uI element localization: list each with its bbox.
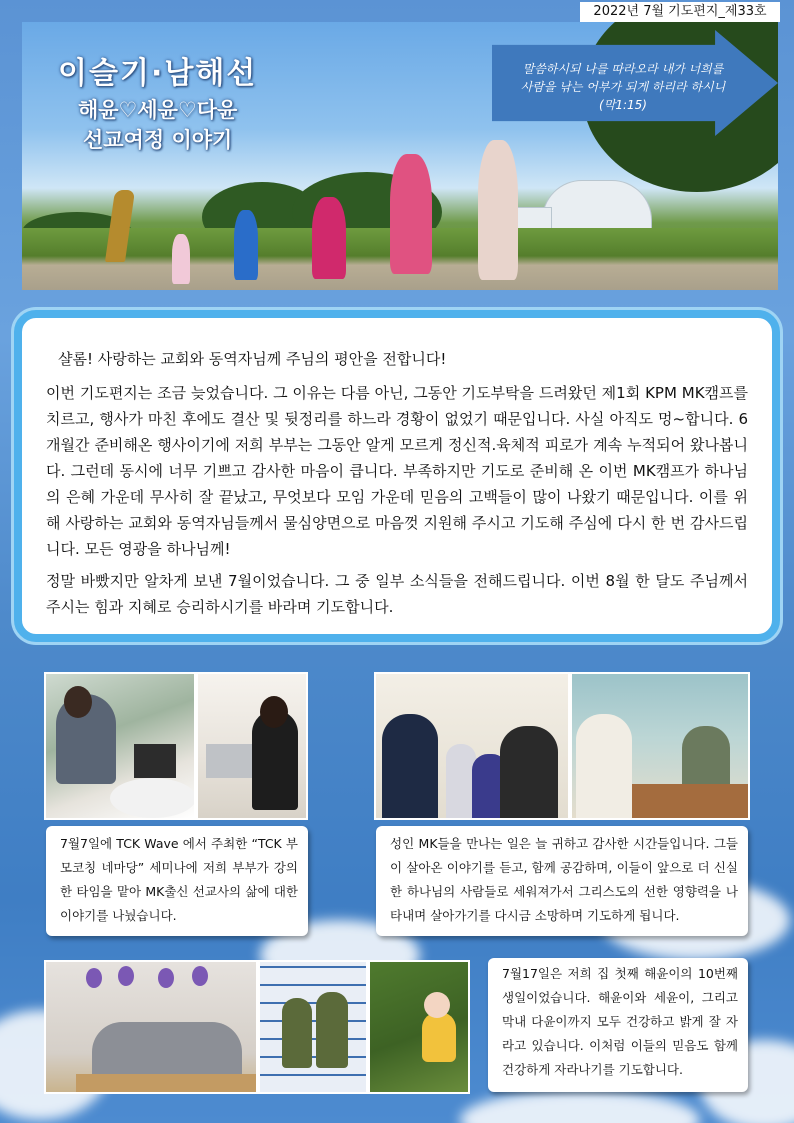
child-figure — [172, 234, 190, 284]
header-family-photo — [22, 22, 778, 290]
table-with-food — [632, 784, 750, 820]
toddler — [422, 1012, 456, 1062]
person — [282, 998, 312, 1068]
mk-caption: 성인 MK들을 만나는 일은 늘 귀하고 감사한 시간들입니다. 그들이 살아온 이야기를 듣고, 함께 공감하며, 이들이 앞으로 더 신실한 하나님의 사람들로 세워져가서 그리스도의 선한 영향력을 나타내며 살아가기를 다시금 소망하며 기도하게 됩니다. — [376, 826, 748, 936]
mk-photo-restaurant — [570, 672, 750, 820]
person-head — [64, 686, 92, 718]
seminar-photo-wife — [196, 672, 308, 820]
table — [110, 778, 196, 818]
greeting-paragraph: 정말 바빴지만 알차게 보낸 7월이었습니다. 그 중 일부 소식들을 전해드립니다. 이번 8월 한 달도 주님께서 주시는 힘과 지혜로 승리하시기를 바라며 기도합니다. — [46, 572, 748, 616]
header-title — [58, 48, 257, 154]
family-group — [92, 1022, 242, 1082]
person-head — [260, 696, 288, 728]
mk-photo-group-selfie — [374, 672, 570, 820]
laptop — [206, 744, 252, 778]
title-names: 이슬기·남해선 — [58, 56, 258, 91]
person — [500, 726, 558, 820]
birthday-photo-kids — [258, 960, 368, 1094]
balloon — [192, 966, 208, 986]
person — [316, 992, 348, 1068]
title-children: 해윤♡세윤♡다윤 — [77, 98, 238, 122]
birthday-caption: 7월17일은 저희 집 첫째 해윤이의 10번째 생일이었습니다. 해윤이와 세윤이, 그리고 막내 다윤이까지 모두 건강하고 밝게 잘 자라고 있습니다. 이처럼 이들의 믿음도 함께 건강하게 자라나기를 기도합니다. — [488, 958, 748, 1092]
balloon — [118, 966, 134, 986]
child-figure — [312, 197, 346, 279]
person — [382, 714, 438, 820]
mother-figure — [390, 154, 432, 274]
seminar-caption: 7월7일에 TCK Wave 에서 주최한 “TCK 부모코칭 네마당” 세미나에 저희 부부가 강의 한 타임을 맡아 MK출신 선교사의 삶에 대한 이야기를 나눴습니다. — [46, 826, 308, 936]
verse-line: 사람을 낚는 어부가 되게 하리라 하시니 — [520, 80, 726, 94]
father-figure — [478, 140, 518, 280]
building — [542, 180, 652, 234]
seminar-photo-husband — [44, 672, 196, 820]
birthday-photo-toddler — [368, 960, 470, 1094]
balloon — [86, 968, 102, 988]
greeting-letter-box — [14, 310, 780, 642]
person — [576, 714, 632, 820]
greeting-salutation: 샬롬! 사랑하는 교회와 동역자님께 주님의 평안을 전합니다! — [58, 350, 447, 368]
balloon — [158, 968, 174, 988]
issue-label: 2022년 7월 기도편지_제33호 — [580, 2, 780, 22]
birthday-photo-family — [44, 960, 258, 1094]
title-subtitle: 선교여정 이야기 — [82, 128, 233, 152]
laptop — [134, 744, 176, 778]
bible-verse — [498, 60, 748, 114]
child-figure — [234, 210, 258, 280]
birthday-table — [76, 1074, 256, 1094]
toddler-head — [424, 992, 450, 1018]
background-cloud — [460, 1090, 700, 1123]
greeting-paragraph: 이번 기도편지는 조금 늦었습니다. 그 이유는 다름 아닌, 그동안 기도부탁을 드려왔던 제1회 KPM MK캠프를 치르고, 행사가 마친 후에도 결산 및 뒷정리를 하느라 경황이 없었기 때문입니다. 사실 아직도 멍~합니다. 6개월간 준비해온 행사이기에 저희 부부는 그동안 알게 모르게 정신적.육체적 피로가 계속 누적되어 왔나봅니다. 그런데 동시에 너무 기쁘고 감사한 마음이 큽니다. 부족하지만 기도로 준비해 온 이번 MK캠프가 하나님의 은혜 가운데 무사히 잘 끝났고, 무엇보다 모임 가운데 믿음의 고백들이 많이 나왔기 때문입니다. 이를 위해 사랑하는 교회와 동역자님들께서 물심양면으로 마음껏 지원해 주시고 기도해 주심에 다시 한 번 감사드립니다. 모든 영광을 하나님께! — [46, 384, 748, 558]
verse-reference: (막1:15) — [599, 98, 647, 112]
verse-line: 말씀하시되 나를 따라오라 내가 너희를 — [522, 62, 724, 76]
